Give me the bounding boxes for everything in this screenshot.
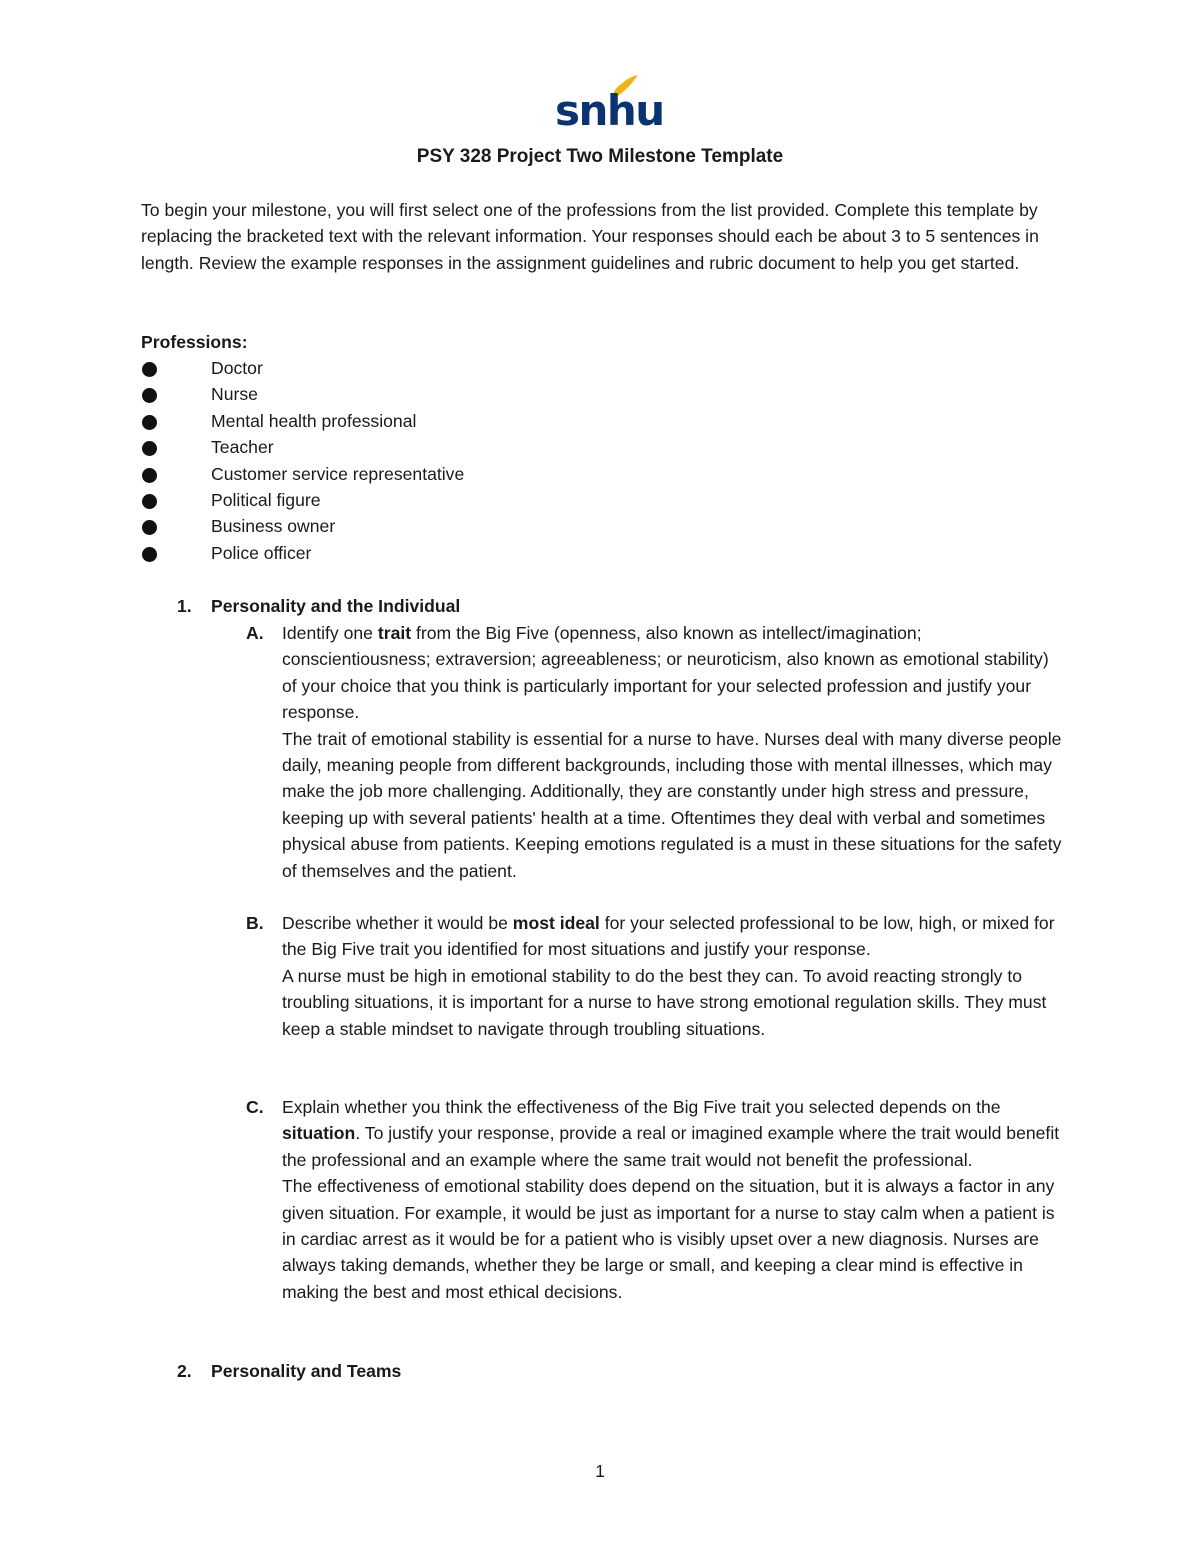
intro-paragraph: To begin your milestone, you will first select one of the professions from the list provided. Complete this template by replacing the bracketed text with the relevant information. Your responses should each be about 3 to 5 sentences in length. Review the example responses in the assignment guidelines and rubric document to help you get started. bbox=[141, 200, 1039, 273]
response-text: A nurse must be high in emotional stability to do the best they can. To avoid reacting strongly to troubling situations, it is important for a nurse to have strong emotional regulation skills. They must keep a stable mindset to navigate through troubling situations. bbox=[282, 965, 1047, 1039]
logo-wordmark: snhu bbox=[555, 86, 664, 135]
bullet-icon bbox=[142, 547, 157, 562]
bullet-icon bbox=[142, 520, 157, 535]
section-title: Personality and the Individual bbox=[211, 596, 461, 616]
response-text: The effectiveness of emotional stability does depend on the situation, but it is always a factor in any given situation. For example, it would be just as important for a nurse to stay calm when a patient is in cardiac arrest as it would be for a patient who is visibly upset over a new diagnosis. Nurses are always taking demands, whether they be large or small, and keeping a clear mind is effective in making the best and most ethical decisions. bbox=[282, 1176, 1055, 1302]
bullet-icon bbox=[142, 468, 157, 483]
subsection-body bbox=[282, 620, 1062, 884]
bullet-icon bbox=[142, 415, 157, 430]
bullet-icon bbox=[142, 388, 157, 403]
section-number: 1. bbox=[177, 596, 192, 616]
subsection-body bbox=[282, 910, 1062, 1042]
page-number: 1 bbox=[595, 1461, 605, 1481]
professions-heading: Professions: bbox=[141, 332, 248, 352]
prompt-text: Identify one trait from the Big Five (openness, also known as intellect/imagination; conscientiousness; extraversion; agreeableness; or neuroticism, also known as emotional stability) of your choice that you think is particularly important for your selected profession and justify your response. bbox=[282, 623, 1049, 723]
section-number: 2. bbox=[177, 1361, 192, 1381]
subsection-letter: C. bbox=[246, 1097, 264, 1117]
bullet-icon bbox=[142, 494, 157, 509]
section-title: Personality and Teams bbox=[211, 1361, 402, 1381]
bullet-icon bbox=[142, 362, 157, 377]
subsection-letter: A. bbox=[246, 623, 264, 643]
subsection-body bbox=[282, 1094, 1062, 1305]
document-page: snhu PSY 328 Project Two Milestone Template To begin your milestone, you will first select one of the professions from the list provided. Complete this template by replacing the bracketed text with the relevant information. Your responses should each be about 3 to 5 sentences in length. Review the example responses in the assignment guidelines and rubric document to help you get started. Professions: Doctor Nurse Mental health professional Teacher Customer service representative Political figure Business owner Police officer 1. Personality and the Individual A. Identify one trait from the Big Five (openness, also known as intellect/imagination; conscientiousness; extraversion; agreeableness; or neuroticism, also known as emotional stability) of your choice that you think is particularly important for your selected profession and justify your response. The trait of emotional stability is essential for a nurse to have. Nurses deal with many diverse people daily, meaning people from different backgrounds, including those with mental illnesses, which may make the job more challenging. Additionally, they are constantly under high stress and pressure, keeping up with several patients' health at a time. Oftentimes they deal with verbal and sometimes physical abuse from patients. Keeping emotions regulated is a must in these situations for the safety of themselves and the patient. B. Describe whether it would be most ideal for your selected professional to be low, high, or mixed for the Big Five trait you identified for most situations and justify your response. A nurse must be high in emotional stability to do the best they can. To avoid reacting strongly to troubling situations, it is important for a nurse to have strong emotional regulation skills. They must keep a stable mindset to navigate through troubling situations. C. Explain whether you think the effectiveness of the Big Five trait you selected depends on the situation. To justify your response, provide a real or imagined example where the trait would benefit the professional and an example where the same trait would not benefit the professional. The effectiveness of emotional stability does depend on the situation, but it is always a factor in any given situation. For example, it would be just as important for a nurse to stay calm when a patient is in cardiac arrest as it would be for a patient who is visibly upset over a new diagnosis. Nurses are always taking demands, whether they be large or small, and keeping a clear mind is effective in making the best and most ethical decisions. 2. Personality and Teams 1 bbox=[0, 0, 1200, 1553]
response-text: The trait of emotional stability is essential for a nurse to have. Nurses deal with many diverse people daily, meaning people from different backgrounds, including those with mental illnesses, which may make the job more challenging. Additionally, they are constantly under high stress and pressure, keeping up with several patients' health at a time. Oftentimes they deal with verbal and sometimes physical abuse from patients. Keeping emotions regulated is a must in these situations for the safety of themselves and the patient. bbox=[282, 728, 1062, 881]
snhu-logo bbox=[555, 74, 664, 135]
bullet-icon bbox=[142, 441, 157, 456]
prompt-text: Describe whether it would be most ideal for your selected professional to be low, high, or mixed for the Big Five trait you identified for most situations and justify your response. bbox=[282, 913, 1055, 960]
prompt-text: Explain whether you think the effectiveness of the Big Five trait you selected depends on the situation. To justify your response, provide a real or imagined example where the trait would benefit the professional and an example where the same trait would not benefit the professional. bbox=[282, 1097, 1060, 1170]
subsection-letter: B. bbox=[246, 913, 264, 933]
document-title: PSY 328 Project Two Milestone Template bbox=[416, 146, 784, 167]
